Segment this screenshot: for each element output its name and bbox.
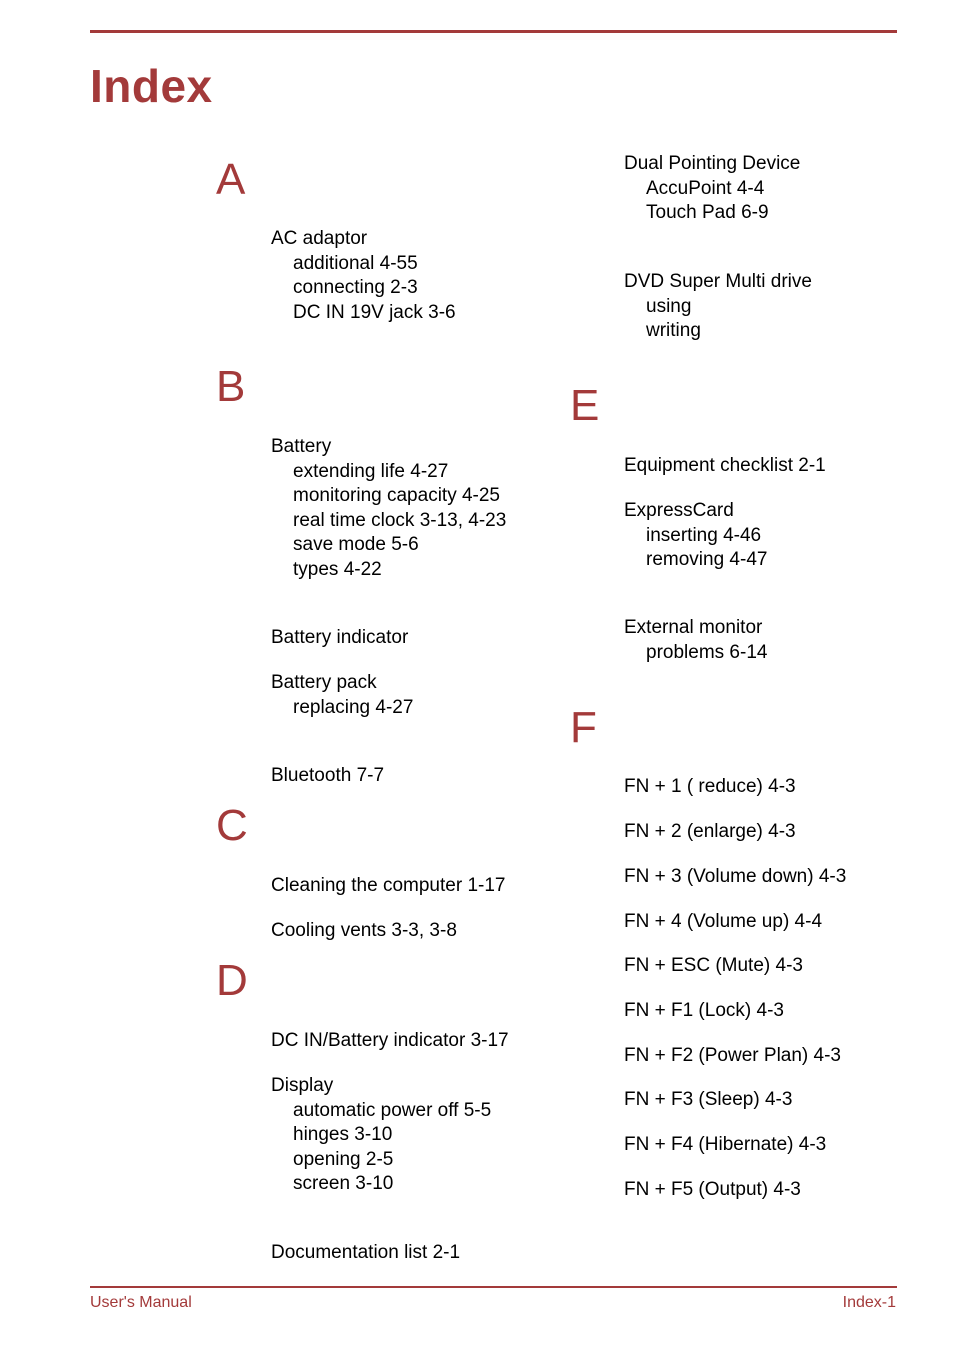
index-term: FN + F2 (Power Plan) 4-3 (624, 1045, 841, 1066)
index-entry (624, 499, 767, 573)
index-entry (624, 152, 800, 226)
index-entry (624, 820, 796, 845)
index-entry (624, 954, 803, 979)
index-term: Battery (271, 436, 332, 457)
index-term: DVD Super Multi drive (624, 271, 812, 292)
index-subterm: removing 4-47 (646, 549, 768, 570)
index-subterm: additional 4-55 (293, 252, 418, 274)
index-subterm: types 4-22 (293, 558, 382, 580)
section-letter-a: A (216, 155, 246, 204)
index-entry (271, 1029, 509, 1054)
index-subterm: connecting 2-3 (293, 277, 418, 298)
index-term: Battery indicator (271, 627, 409, 648)
index-entry (624, 616, 767, 665)
index-term: Battery pack (271, 672, 377, 693)
header-rule (90, 30, 897, 33)
section-letter-c: C (216, 801, 248, 850)
index-subterm: opening 2-5 (293, 1148, 394, 1170)
index-subterm: screen 3-10 (293, 1173, 394, 1194)
index-term: Display (271, 1075, 334, 1096)
index-subterm: real time clock 3-13, 4-23 (293, 509, 507, 531)
page-number: Index-1 (842, 1294, 896, 1311)
index-entry (271, 626, 408, 651)
index-entry (624, 775, 796, 800)
index-term: ExpressCard (624, 500, 734, 521)
index-subterm: monitoring capacity 4-25 (293, 485, 500, 506)
section-letter-f: F (570, 703, 597, 752)
index-subterm: inserting 4-46 (646, 524, 762, 546)
index-entry (271, 764, 384, 789)
index-term: FN + 2 (enlarge) 4-3 (624, 821, 796, 842)
index-subterm: replacing 4-27 (293, 696, 414, 718)
index-term: Dual Pointing Device (624, 153, 801, 174)
index-subterm: problems 6-14 (646, 641, 768, 663)
index-entry (271, 1241, 460, 1266)
section-letter-d: D (216, 956, 248, 1005)
section-letter-b: B (216, 362, 246, 411)
index-subterm: hinges 3-10 (293, 1124, 393, 1145)
footer-manual-title: User's Manual (90, 1294, 192, 1311)
index-term: FN + F3 (Sleep) 4-3 (624, 1089, 793, 1110)
index-entry (624, 1178, 801, 1203)
index-entry (624, 1044, 841, 1069)
section-letter-e: E (570, 381, 600, 430)
index-entry (271, 227, 456, 325)
index-term: FN + F4 (Hibernate) 4-3 (624, 1134, 827, 1155)
index-entry (271, 874, 505, 899)
index-term: Bluetooth 7-7 (271, 765, 385, 786)
index-term: Documentation list 2-1 (271, 1242, 461, 1263)
index-term: Cooling vents 3-3, 3-8 (271, 920, 457, 941)
index-subterm: writing (646, 320, 701, 341)
index-subterm: AccuPoint 4-4 (646, 177, 765, 199)
index-entry (624, 910, 822, 935)
index-term: DC IN/Battery indicator 3-17 (271, 1030, 509, 1051)
index-term: Cleaning the computer 1-17 (271, 875, 506, 896)
index-subterm: save mode 5-6 (293, 534, 419, 555)
index-term: FN + 1 ( reduce) 4-3 (624, 776, 796, 797)
index-entry (271, 1074, 491, 1197)
index-entry (624, 270, 812, 344)
index-subterm: automatic power off 5-5 (293, 1099, 492, 1121)
index-term: AC adaptor (271, 228, 368, 249)
index-entry (271, 435, 506, 582)
index-subterm: using (646, 295, 692, 317)
index-term: External monitor (624, 617, 763, 638)
index-entry (624, 454, 826, 479)
page-title: Index (90, 60, 213, 112)
index-entry (624, 1088, 792, 1113)
index-term: FN + F1 (Lock) 4-3 (624, 1000, 784, 1021)
index-subterm: extending life 4-27 (293, 460, 449, 482)
index-term: FN + ESC (Mute) 4-3 (624, 955, 803, 976)
index-term: FN + 3 (Volume down) 4-3 (624, 866, 847, 887)
index-term: Equipment checklist 2-1 (624, 455, 826, 476)
index-entry (271, 671, 413, 720)
index-entry (271, 919, 457, 944)
index-subterm: Touch Pad 6-9 (646, 202, 769, 223)
index-entry (624, 1133, 826, 1158)
footer-rule (90, 1286, 897, 1288)
index-term: FN + F5 (Output) 4-3 (624, 1179, 801, 1200)
index-entry (624, 865, 846, 890)
index-term: FN + 4 (Volume up) 4-4 (624, 911, 823, 932)
index-subterm: DC IN 19V jack 3-6 (293, 301, 456, 323)
index-entry (624, 999, 784, 1024)
